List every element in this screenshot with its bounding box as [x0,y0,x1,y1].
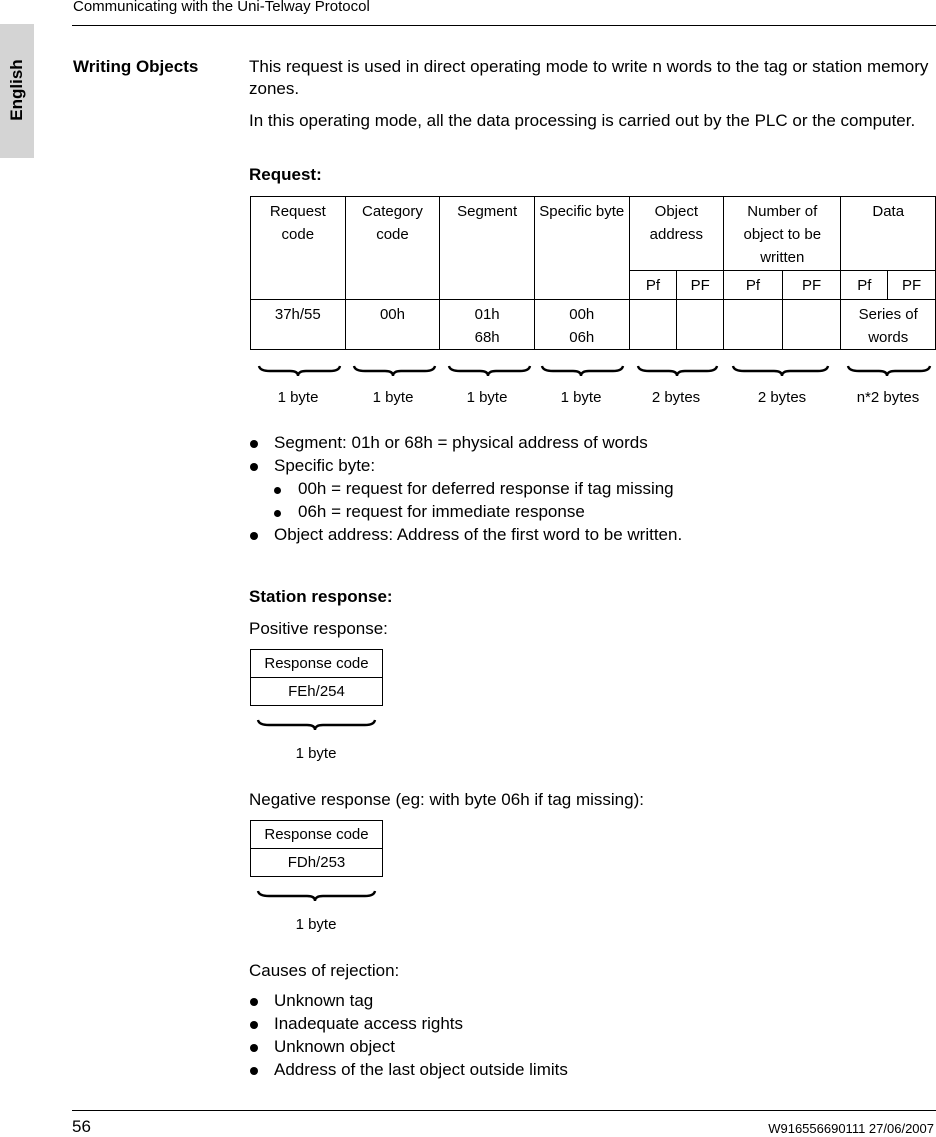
subheader-pf: Pf [629,271,677,300]
brace [733,366,828,376]
subheader-pf: Pf [841,271,888,300]
note-object-address: Object address: Address of the first word to be written. [250,523,936,546]
value-empty [782,300,841,350]
rejection-cause: Unknown object [250,1035,936,1058]
subheader-pf: Pf [724,271,783,300]
brace [449,366,530,376]
language-tab-label: English [7,59,26,121]
negative-response-value: FDh/253 [251,849,383,877]
size-label: n*2 bytes [856,389,920,406]
value-category-code: 00h [345,300,440,350]
header-data: Data [841,197,936,271]
note-specific-00: 00h = request for deferred response if tag missing [250,477,936,500]
brace [848,366,930,376]
request-size-braces [250,362,936,382]
running-header: Communicating with the Uni-Telway Protocol [73,0,370,15]
footer-rule [72,1110,936,1111]
size-label: 1 byte [466,389,508,406]
header-rule [72,25,936,26]
positive-response-value: FEh/254 [251,678,383,706]
value-specific-1: 00h [569,306,595,323]
size-label: 1 byte [372,389,414,406]
positive-response-table [250,649,383,706]
value-data: Series of words [841,300,936,350]
size-label: 1 byte [277,389,319,406]
header-request-code: Request code [251,197,346,300]
positive-response-header: Response code [251,650,383,678]
value-request-code: 37h/55 [251,300,346,350]
value-empty [677,300,724,350]
page-number: 56 [72,1117,91,1136]
intro-paragraph: This request is used in direct operating mode to write n words to the tag or station memory zones. [249,57,929,98]
negative-response-table [250,820,383,877]
value-segment-1: 01h [474,306,500,323]
value-specific-byte [534,300,629,350]
processing-paragraph: In this operating mode, all the data processing is carried out by the PLC or the computer. [249,111,916,130]
subheader-pf: PF [782,271,841,300]
header-segment: Segment [440,197,535,300]
value-empty [629,300,677,350]
negative-response-header: Response code [251,821,383,849]
request-notes [250,431,936,546]
size-label: 1 byte [560,389,602,406]
negative-response-size: 1 byte [295,916,337,933]
header-specific-byte: Specific byte [534,197,629,300]
request-frame-table [250,196,936,350]
value-specific-2: 06h [569,329,595,346]
section-heading: Writing Objects [73,57,199,76]
brace [354,366,435,376]
subheader-pf: PF [888,271,936,300]
positive-response-brace [250,716,390,736]
header-object-address: Object address [629,197,724,271]
note-specific-byte: Specific byte: [250,454,936,477]
value-segment [440,300,535,350]
rejection-cause: Address of the last object outside limits [250,1058,936,1081]
positive-response-label: Positive response: [249,619,388,638]
subheader-pf: PF [677,271,724,300]
value-segment-2: 68h [474,329,500,346]
document-reference: W916556690111 27/06/2007 [768,1121,934,1136]
brace [542,366,623,376]
request-label: Request: [249,165,322,184]
note-specific-06: 06h = request for immediate response [250,500,936,523]
size-label: 2 bytes [757,389,807,406]
note-segment: Segment: 01h or 68h = physical address of words [250,431,936,454]
rejection-list [250,989,936,1081]
language-tab [0,24,34,158]
rejection-cause: Unknown tag [250,989,936,1012]
brace [259,366,340,376]
positive-response-size: 1 byte [295,745,337,762]
rejection-cause: Inadequate access rights [250,1012,936,1035]
header-category-code: Category code [345,197,440,300]
rejection-label: Causes of rejection: [249,961,400,980]
value-empty [724,300,783,350]
header-number-of-objects: Number of object to be written [724,197,841,271]
negative-response-brace [250,887,390,907]
brace [638,366,717,376]
station-response-label: Station response: [249,587,393,606]
negative-response-label: Negative response (eg: with byte 06h if tag missing): [249,790,644,809]
size-label: 2 bytes [651,389,701,406]
